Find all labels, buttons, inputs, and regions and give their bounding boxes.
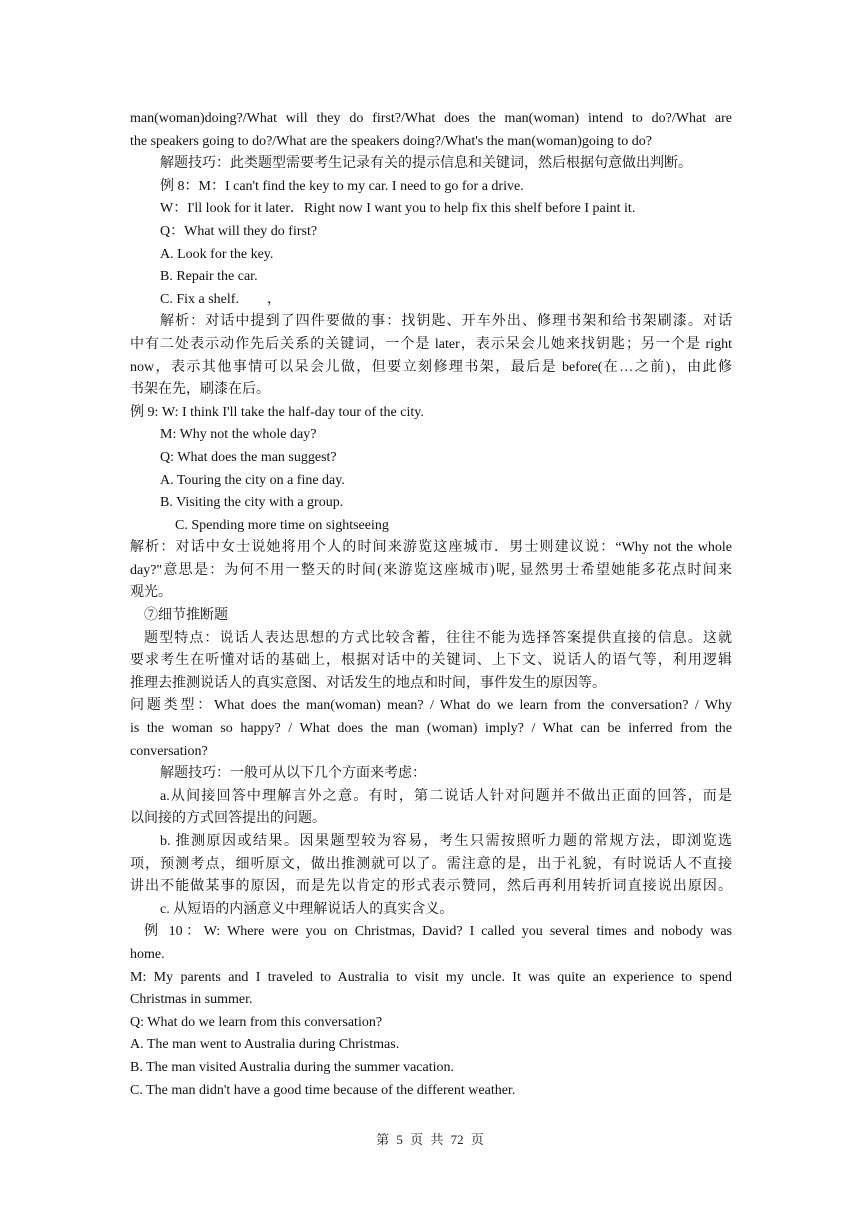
text-line: 题型特点：说话人表达思想的方式比较含蓄，往往不能为选择答案提供直接的信息。这就 xyxy=(144,630,732,646)
text-line: Q：What will they do first? xyxy=(160,223,318,239)
text-line: now，表示其他事情可以呆会儿做，但要立刻修理书架，最后是 before(在…之前)，由此修 xyxy=(130,359,732,375)
text-line: a.从间接回答中理解言外之意。有时，第二说话人针对问题并不做出正面的回答，而是 xyxy=(160,788,732,804)
text-line: conversation? xyxy=(130,743,208,759)
text-line: C. The man didn't have a good time because of the different weather. xyxy=(130,1082,516,1098)
text-line: c. 从短语的内涵意义中理解说话人的真实含义。 xyxy=(160,901,454,917)
text-line: Q: What does the man suggest? xyxy=(160,449,337,465)
text-line: the speakers going to do?/What are the speakers doing?/What's the man(woman)going to do? xyxy=(130,133,652,149)
text-line: 解析：对话中提到了四件要做的事：找钥匙、开车外出、修理书架和给书架刷漆。对话 xyxy=(160,314,732,330)
text-line: M: Why not the whole day? xyxy=(160,427,317,443)
text-line: 解题技巧：一般可从以下几个方面来考虑： xyxy=(160,766,426,782)
text-line: 例 10：W: Where were you on Christmas, David? I called you several times and nobody was xyxy=(144,924,732,940)
text-line: 推理去推测说话人的真实意图、对话发生的地点和时间，事件发生的原因等。 xyxy=(130,675,606,691)
text-line: is the woman so happy? / What does the man (woman) imply? / What can be inferred from the xyxy=(130,721,732,737)
text-line: day?"意思是：为何不用一整天的时间(来游览这座城市)呢, 显然男士希望她能多花点时间来 xyxy=(130,562,732,578)
text-line: M: My parents and I traveled to Australia to visit my uncle. It was quite an experience to spend xyxy=(130,969,732,985)
text-line: A. The man went to Australia during Christmas. xyxy=(130,1037,400,1053)
page-footer: 第 5 页 共 72 页 xyxy=(376,1132,484,1147)
text-line: A. Touring the city on a fine day. xyxy=(160,472,345,488)
text-line: B. Repair the car. xyxy=(160,269,258,285)
text-line: W：I'll look for it later．Right now I want you to help fix this shelf before I paint it. xyxy=(160,201,636,217)
text-line: b. 推测原因或结果。因果题型较为容易，考生只需按照听力题的常规方法，即浏览选 xyxy=(160,834,732,849)
text-line: man(woman)doing?/What will they do first?/What does the man(woman) intend to do?/What are xyxy=(130,111,732,126)
text-line: Christmas in summer. xyxy=(130,992,253,1008)
text-line: Q: What do we learn from this conversation? xyxy=(130,1014,383,1030)
text-line: 项，预测考点，细听原文，做出推测就可以了。需注意的是，出于礼貌，有时说话人不直接 xyxy=(130,856,732,872)
text-line: 讲出不能做某事的原因，而是先以肯定的形式表示赞同，然后再利用转折词直接说出原因。 xyxy=(130,879,732,895)
text-line: 解题技巧：此类题型需要考生记录有关的提示信息和关键词，然后根据句意做出判断。 xyxy=(160,156,692,172)
text-line: 以间接的方式回答提出的问题。 xyxy=(130,811,326,827)
text-line: 中有二处表示动作先后关系的关键词，一个是 later，表示呆会儿她来找钥匙；另一个是 right xyxy=(130,336,732,352)
text-line: B. The man visited Australia during the summer vacation. xyxy=(130,1059,455,1075)
text-line: C. Fix a shelf. ， xyxy=(160,291,281,307)
text-line: 问题类型：What does the man(woman) mean? / What do we learn from the conversation? / Why xyxy=(130,698,732,714)
text-line: B. Visiting the city with a group. xyxy=(160,495,344,511)
text-line: A. Look for the key. xyxy=(160,246,274,262)
document-page xyxy=(130,108,732,1102)
text-line: 观光。 xyxy=(130,585,172,601)
text-line: 书架在先，刷漆在后。 xyxy=(130,382,270,398)
text-line: 例 8：M：I can't find the key to my car. I need to go for a drive. xyxy=(160,178,524,194)
section-heading: ⑦细节推断题 xyxy=(144,608,228,624)
text-line: C. Spending more time on sightseeing xyxy=(175,517,389,533)
text-line: 例 9: W: I think I'll take the half-day tour of the city. xyxy=(130,404,424,420)
text-line: 要求考生在听懂对话的基础上，根据对话中的关键词、上下文、说话人的语气等，利用逻辑 xyxy=(130,653,732,669)
text-line: home. xyxy=(130,946,165,962)
text-line: 解析：对话中女士说她将用个人的时间来游览这座城市．男士则建议说：“Why not the whole xyxy=(130,540,732,556)
